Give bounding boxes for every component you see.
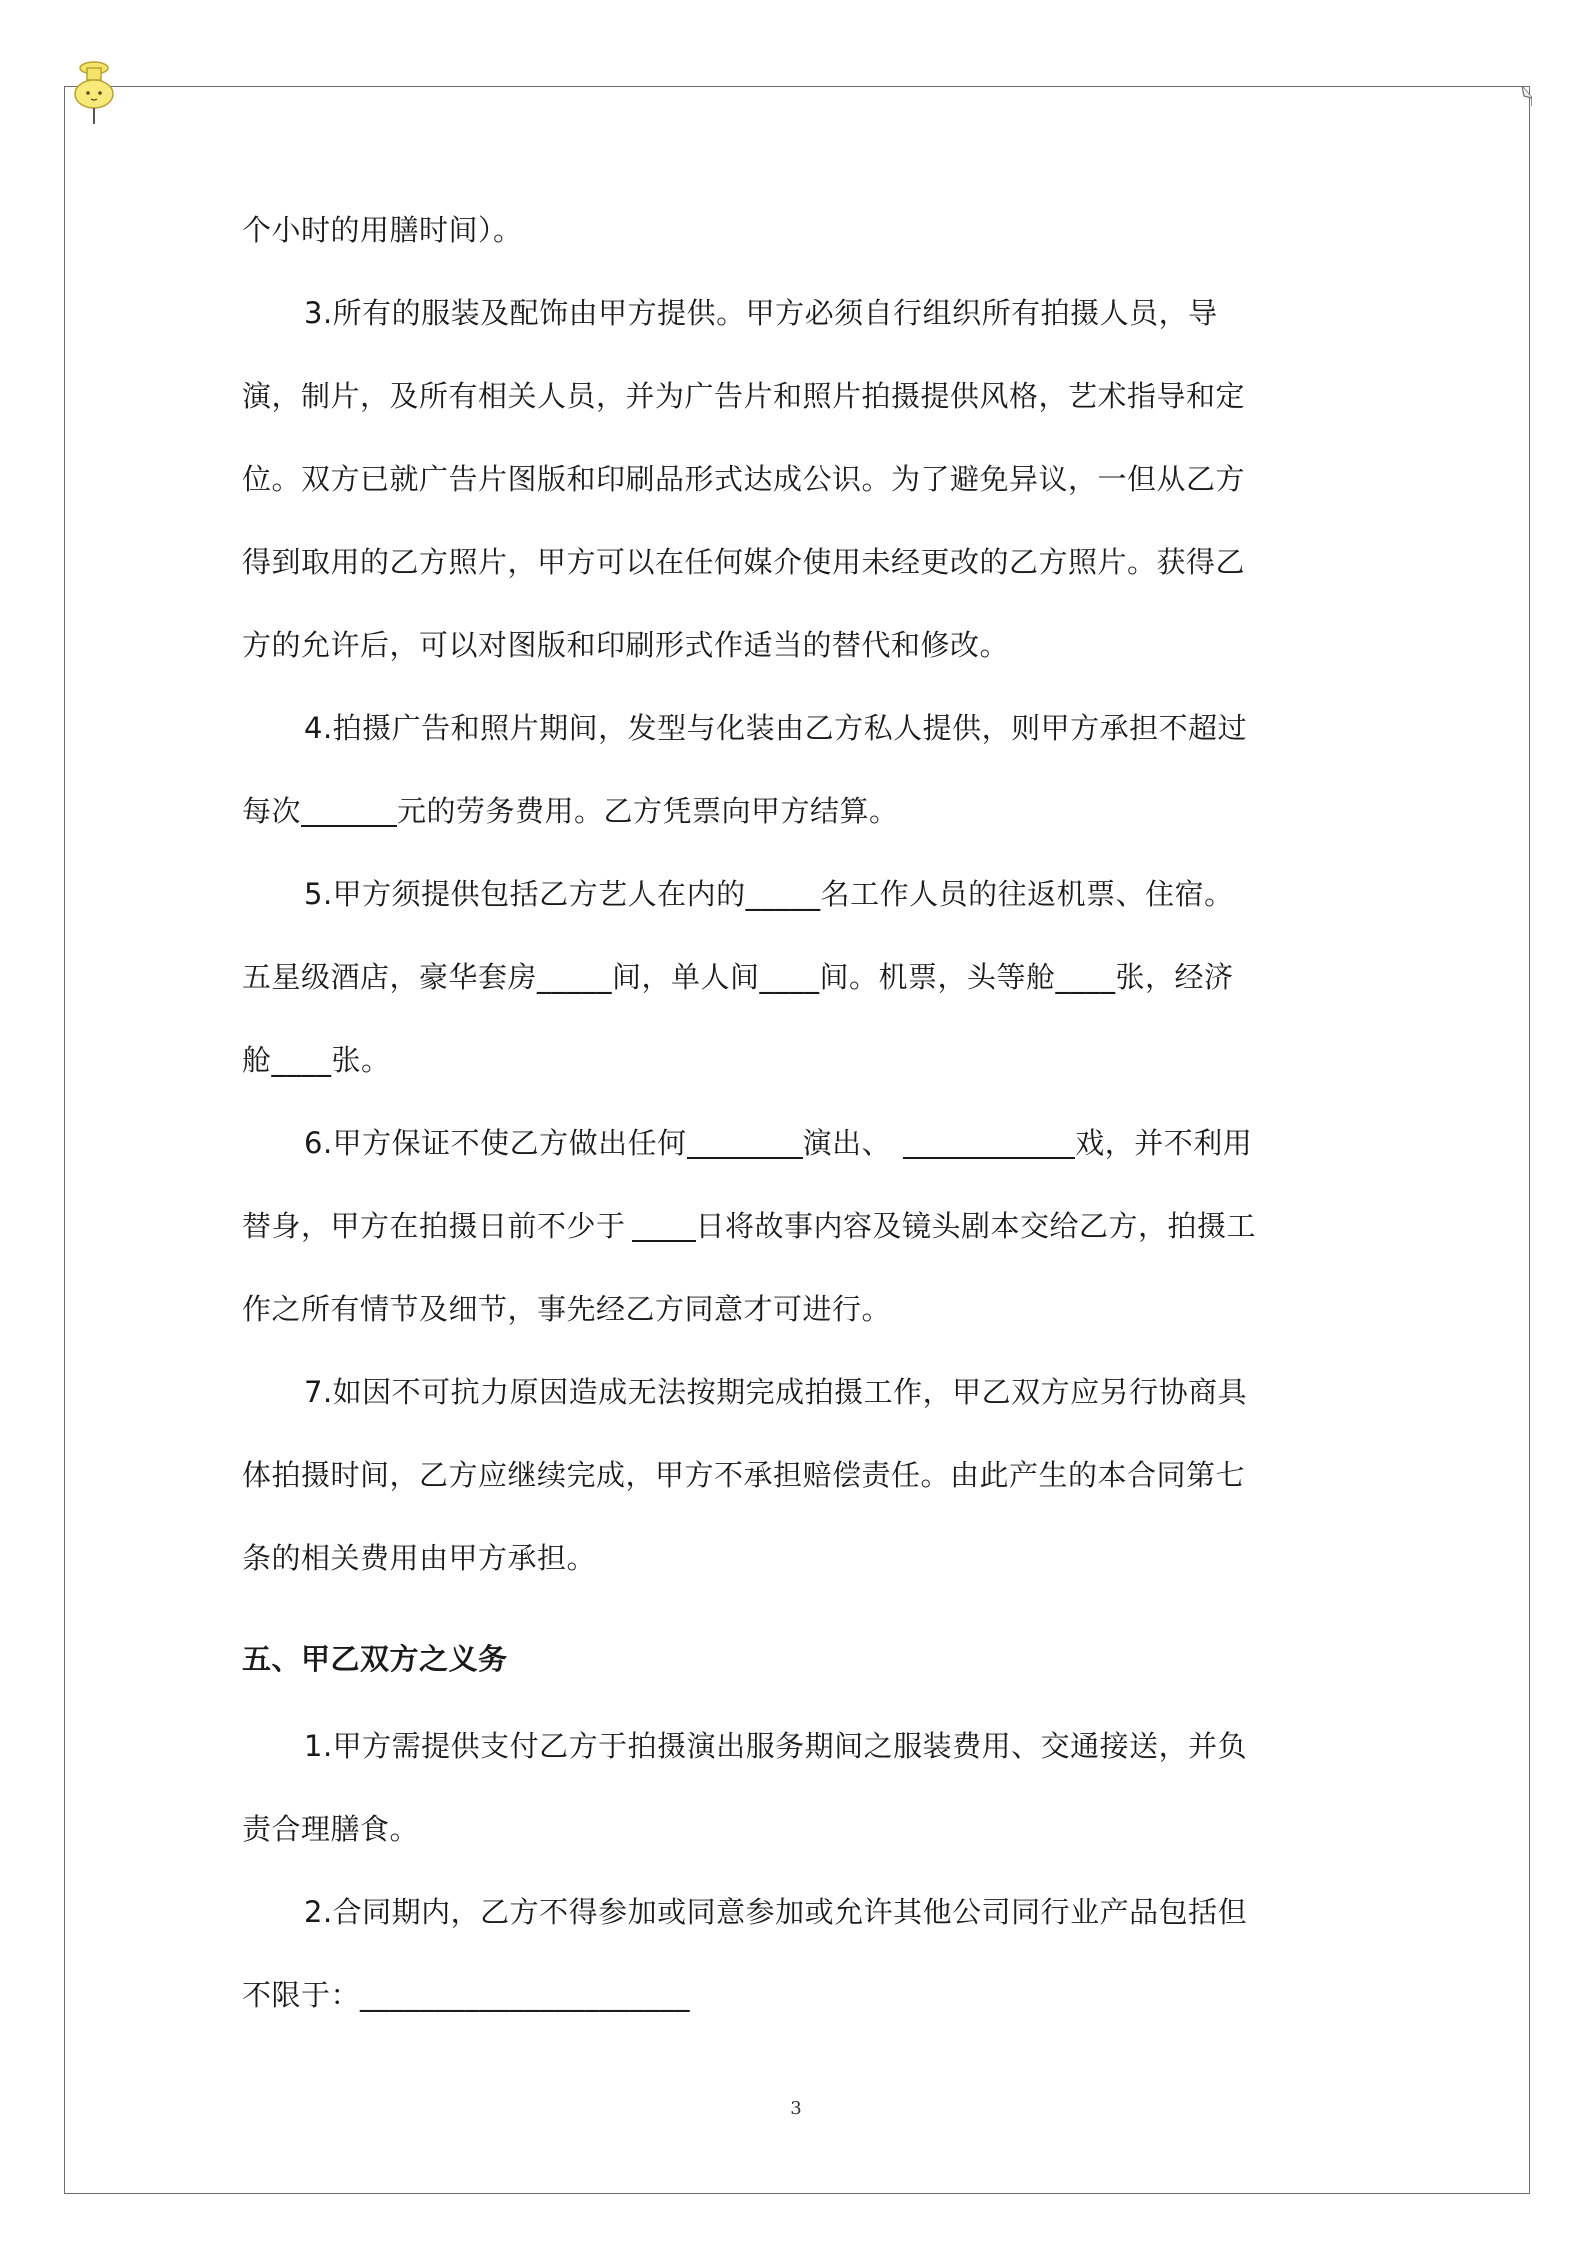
clause-3-line-3: 位。双方已就广告片图版和印刷品形式达成公识。为了避免异议，一但从乙方	[242, 462, 1246, 496]
clause-4-line-1: 4.拍摄广告和照片期间，发型与化装由乙方私人提供，则甲方承担不超过	[304, 711, 1248, 745]
clause-3-line-4: 得到取用的乙方照片，甲方可以在任何媒介使用未经更改的乙方照片。获得乙	[242, 545, 1246, 579]
clause-7-line-1: 7.如因不可抗力原因造成无法按期完成拍摄工作，甲乙双方应另行协商具	[304, 1375, 1248, 1409]
section-heading: 五、甲乙双方之义务	[242, 1642, 508, 1676]
duty-1-line-2: 责合理膳食。	[242, 1812, 420, 1846]
clause-3-line-1: 3.所有的服装及配饰由甲方提供。甲方必须自行组织所有拍摄人员，导	[304, 296, 1218, 330]
clause-6-line-1	[242, 1113, 1352, 1196]
fill-in-blank[interactable]	[687, 1121, 803, 1159]
clause-4-text-b: 元的劳务费用。乙方凭票向甲方结算。	[397, 794, 899, 828]
duty-1-line-1: 1.甲方需提供支付乙方于拍摄演出服务期间之服装费用、交通接送，并负	[304, 1729, 1248, 1763]
duty-2-line-2: 不限于：______________________	[242, 1978, 691, 2012]
clause-5-line-3: 舱____张。	[242, 1043, 391, 1077]
fill-in-blank[interactable]	[301, 789, 397, 827]
fill-in-blank[interactable]	[632, 1204, 696, 1242]
clause-7-line-3: 条的相关费用由甲方承担。	[242, 1541, 597, 1575]
clause-3-line-5: 方的允许后，可以对图版和印刷形式作适当的替代和修改。	[242, 628, 1010, 662]
clause-7-line-2: 体拍摄时间，乙方应继续完成，甲方不承担赔偿责任。由此产生的本合同第七	[242, 1458, 1246, 1492]
clause-5-line-2: 五星级酒店，豪华套房_____间，单人间____间。机票，头等舱____张，经济	[242, 960, 1234, 994]
clause-6-text-a: 6.甲方保证不使乙方做出任何	[304, 1126, 687, 1160]
fill-in-blank[interactable]	[903, 1121, 1075, 1159]
clause-6-text-d: 替身，甲方在拍摄日前不少于	[242, 1209, 626, 1243]
clause-6-text-b: 演出、	[802, 1126, 892, 1160]
clause-6-text-e: 日将故事内容及镜头剧本交给乙方，拍摄工	[695, 1209, 1257, 1243]
page-number: 3	[790, 2098, 802, 2119]
clause-3-line-2: 演，制片，及所有相关人员，并为广告片和照片拍摄提供风格，艺术指导和定	[242, 379, 1246, 413]
document-body	[242, 200, 1352, 2048]
clause-6-line-3: 作之所有情节及细节，事先经乙方同意才可进行。	[242, 1292, 892, 1326]
clause-5-line-1: 5.甲方须提供包括乙方艺人在内的_____名工作人员的往返机票、住宿。	[304, 877, 1234, 911]
duty-2-line-1: 2.合同期内，乙方不得参加或同意参加或允许其他公司同行业产品包括但	[304, 1895, 1248, 1929]
text-line: 个小时的用膳时间）。	[242, 213, 523, 247]
pushpin-icon	[72, 60, 116, 126]
clause-6-line-2	[242, 1196, 1352, 1279]
clause-6-text-c: 戏，并不利用	[1075, 1126, 1253, 1160]
clause-4-text-a: 每次	[242, 794, 302, 828]
folded-corner-icon	[1498, 86, 1532, 106]
clause-4-line-2	[242, 781, 1352, 864]
